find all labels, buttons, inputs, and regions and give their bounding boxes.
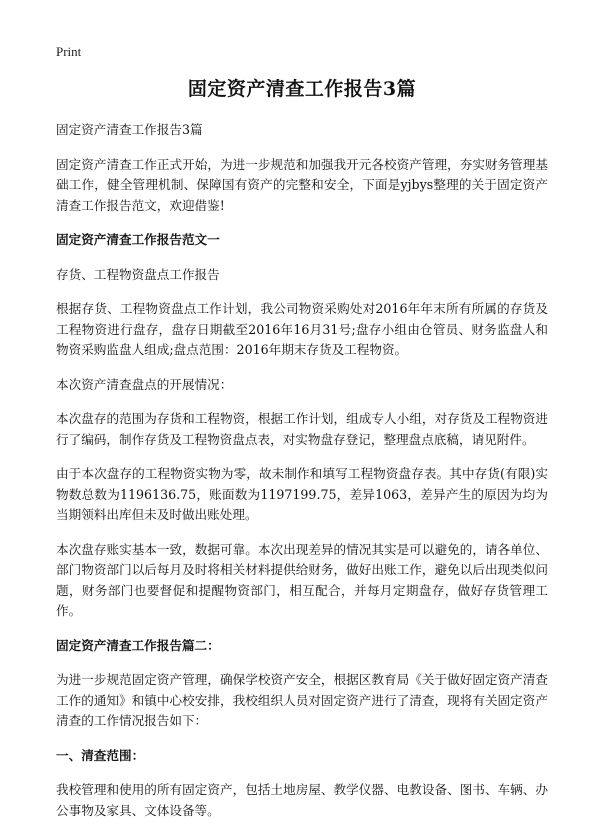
body-paragraph: 本次盘存账实基本一致，数据可靠。本次出现差异的情况其实是可以避免的，请各单位、部门物资部门以后每月及时将相关材料提供给财务，做好出账工作，避免以后出现类似问题，财务部门也要督促和提醒物资部门，相互配合，并每月定期盘存，做好存货管理工作。 <box>56 541 548 618</box>
section-heading-1: 固定资产清查工作报告范文一 <box>56 232 220 247</box>
document-body <box>56 76 548 835</box>
section-heading-2: 固定资产清查工作报告篇二： <box>56 637 220 653</box>
body-paragraph: 本次资产清查盘点的开展情况： <box>56 376 233 392</box>
intro-paragraph: 固定资产清查工作正式开始，为进一步规范和加强我开元各校资产管理，夯实财务管理基础工作，健全管理机制、保障国有资产的完整和安全，下面是yjbys整理的关于固定资产清查工作报告范文，欢迎借鉴! <box>56 156 548 213</box>
document-title: 固定资产清查工作报告3篇 <box>187 78 417 100</box>
body-paragraph: 根据存货、工程物资盘点工作计划，我公司物资采购处对2016年年末所有所属的存货及工程物资进行盘存，盘存日期截至2016年16月31号;盘存小组由仓管员、财务监盘人和物资采购监盘人组成;盘点范围：2016年期末存货及工程物资。 <box>56 301 548 357</box>
section-heading-scope: 一、清查范围： <box>56 747 145 763</box>
body-paragraph: 我校管理和使用的所有固定资产，包括土地房屋、教学仪器、电教设备、图书、车辆、办公事物及家具、文体设备等。 <box>56 782 548 818</box>
intro-title-line: 固定资产清查工作报告3篇 <box>56 122 203 137</box>
body-paragraph: 本次盘存的范围为存货和工程物资，根据工作计划，组成专人小组，对存货及工程物资进行了编码，制作存货及工程物资盘点表，对实物盘存登记，整理盘点底稿，请见附件。 <box>56 411 548 447</box>
body-paragraph: 由于本次盘存的工程物资实物为零，故未制作和填写工程物资盘存表。其中存货(有限)实物数总数为1196136.75，账面数为1197199.75，差异1063，差异产生的原因为均为当期领料出库但未及时做出账处理。 <box>56 466 548 522</box>
print-link[interactable]: Print <box>56 44 82 59</box>
subtitle-paragraph: 存货、工程物资盘点工作报告 <box>56 266 220 282</box>
body-paragraph: 为进一步规范固定资产管理，确保学校资产安全，根据区教育局《关于做好固定资产清查工作的通知》和镇中心校安排，我校组织人员对固定资产进行了清查，现将有关固定资产清查的工作情况报告如下： <box>56 672 548 728</box>
